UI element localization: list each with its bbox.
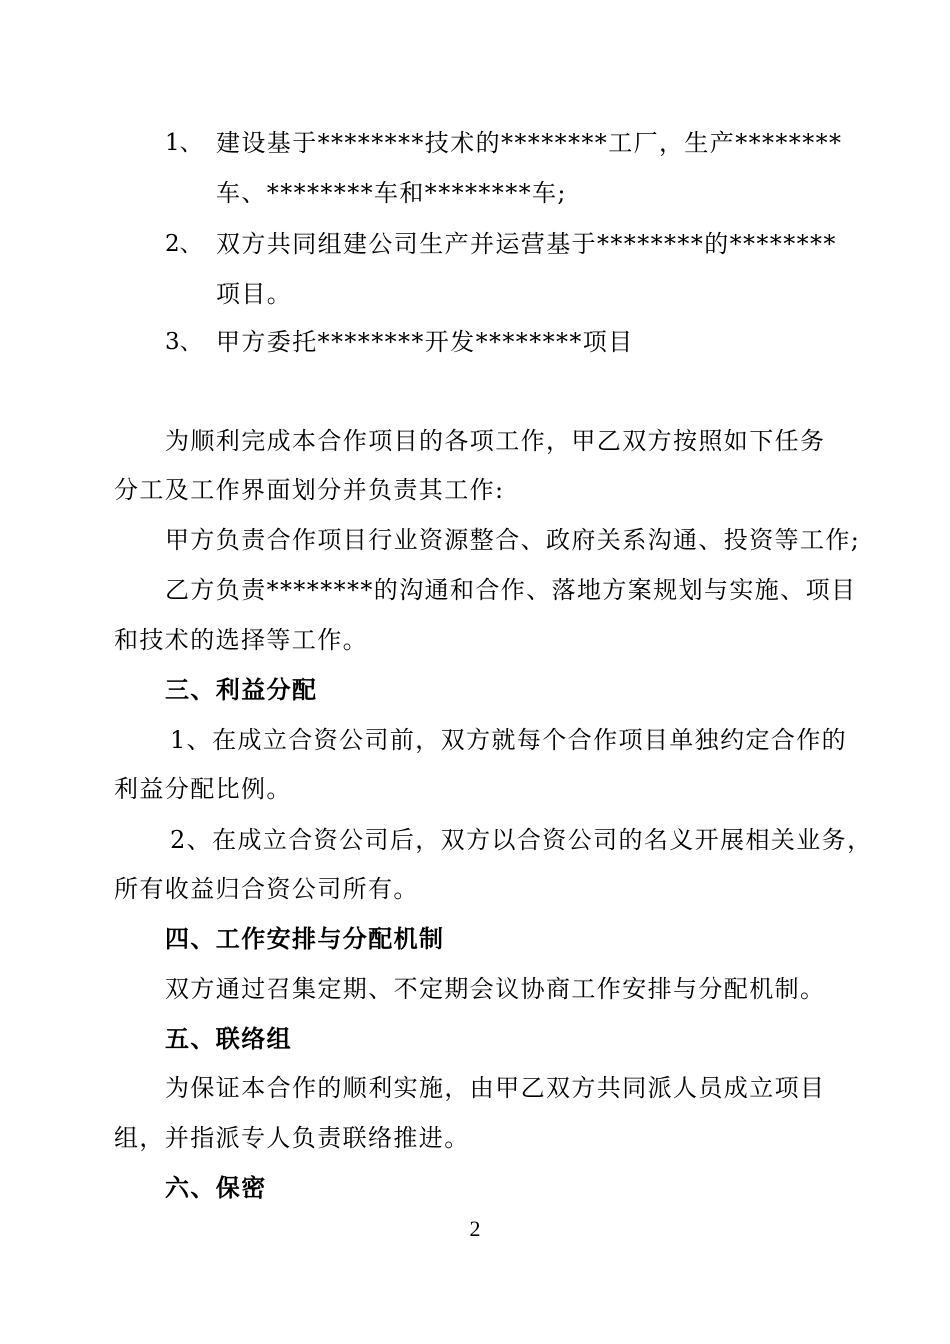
profit-item-1-line: 1、在成立合资公司前，双方就每个合作项目单独约定合作的: [170, 726, 848, 754]
profit-item-2-line: 所有收益归合资公司所有。: [114, 875, 419, 903]
section-heading-confidentiality: 六、保密: [165, 1173, 267, 1202]
list-number: 1、: [165, 130, 203, 156]
liaison-paragraph-line: 为保证本合作的顺利实施，由甲乙双方共同派人员成立项目: [165, 1074, 826, 1102]
party-b-paragraph-line: 和技术的选择等工作。: [114, 626, 368, 654]
liaison-paragraph-line: 组，并指派专人负责联络推进。: [114, 1124, 470, 1152]
list-number: 3、: [165, 329, 203, 355]
section-heading-profit: 三、利益分配: [165, 675, 318, 704]
section-heading-arrangement: 四、工作安排与分配机制: [165, 924, 445, 953]
page-number: 2: [469, 1216, 481, 1241]
party-b-paragraph-line: 乙方负责********的沟通和合作、落地方案规划与实施、项目: [165, 576, 857, 604]
section-heading-liaison: 五、联络组: [165, 1024, 292, 1053]
list-number: 2、: [165, 231, 203, 257]
intro-paragraph-line: 为顺利完成本合作项目的各项工作，甲乙双方按照如下任务: [165, 427, 826, 455]
list-text-line: 双方共同组建公司生产并运营基于********的********: [216, 230, 837, 258]
list-text-line: 项目。: [216, 280, 293, 308]
arrangement-paragraph: 双方通过召集定期、不定期会议协商工作安排与分配机制。: [165, 975, 826, 1003]
party-a-paragraph: 甲方负责合作项目行业资源整合、政府关系沟通、投资等工作;: [165, 526, 861, 554]
profit-item-2-line: 2、在成立合资公司后，双方以合资公司的名义开展相关业务，: [170, 826, 873, 854]
list-text-line: 车、********车和********车;: [216, 179, 567, 207]
list-text-line: 甲方委托********开发********项目: [216, 328, 634, 356]
intro-paragraph-line: 分工及工作界面划分并负责其工作:: [114, 476, 505, 504]
list-text-line: 建设基于********技术的********工厂，生产********: [216, 129, 843, 157]
profit-item-1-line: 利益分配比例。: [114, 775, 292, 803]
